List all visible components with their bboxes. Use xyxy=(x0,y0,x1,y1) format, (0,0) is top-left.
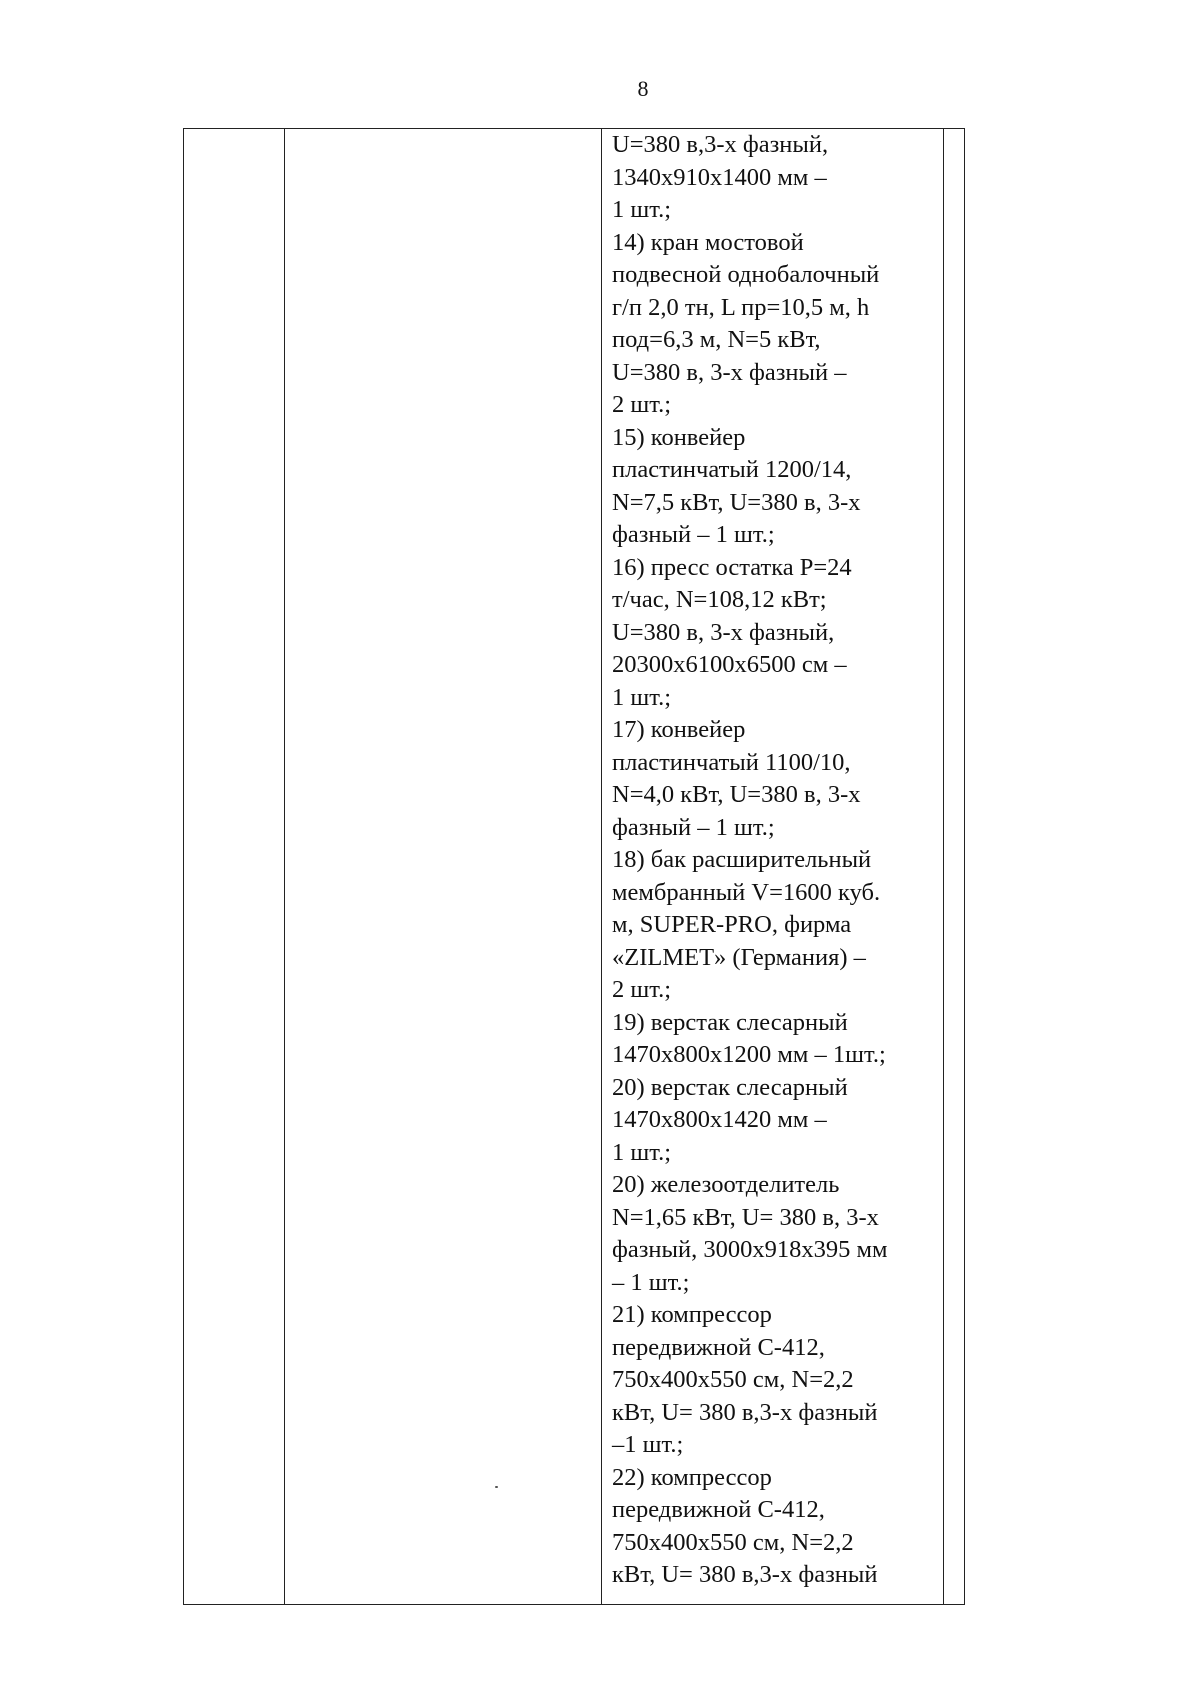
description-line: N=4,0 кВт, U=380 в, 3-х xyxy=(612,781,861,808)
description-line: 20300х6100х6500 см – xyxy=(612,651,847,678)
description-line: пластинчатый 1100/10, xyxy=(612,748,851,776)
column-divider-2 xyxy=(601,129,602,1604)
description-line: 19) верстак слесарный xyxy=(612,1008,848,1036)
description-line: 1470х800х1200 мм – 1шт.; xyxy=(612,1041,886,1068)
equipment-description-cell xyxy=(605,129,941,1592)
description-line: 17) конвейер xyxy=(612,716,746,743)
description-line: – 1 шт.; xyxy=(612,1268,690,1296)
description-line: N=1,65 кВт, U= 380 в, 3-х xyxy=(612,1203,879,1231)
description-line: мембранный V=1600 куб. xyxy=(612,878,881,906)
description-line: 1 шт.; xyxy=(612,683,672,711)
description-line: подвесной однобалочный xyxy=(612,261,880,288)
description-line: 21) компрессор xyxy=(612,1301,772,1328)
description-line: кВт, U= 380 в,3-х фазный xyxy=(612,1561,878,1588)
description-line: передвижной С-412, xyxy=(612,1496,825,1523)
description-line: кВт, U= 380 в,3-х фазный xyxy=(612,1398,878,1426)
equipment-table xyxy=(183,128,965,1605)
description-line: 18) бак расширительный xyxy=(612,846,872,873)
description-line: т/час, N=108,12 кВт; xyxy=(612,586,827,613)
description-line: U=380 в,3-х фазный, xyxy=(612,131,829,158)
description-line: фазный – 1 шт.; xyxy=(612,521,775,548)
description-line: фазный – 1 шт.; xyxy=(612,813,775,841)
column-divider-1 xyxy=(284,129,285,1604)
description-line: 22) компрессор xyxy=(612,1463,772,1491)
description-line: 1340х910х1400 мм – xyxy=(612,163,827,191)
description-line: 1 шт.; xyxy=(612,196,672,223)
description-line: U=380 в, 3-х фазный, xyxy=(612,618,835,646)
description-line: 15) конвейер xyxy=(612,423,746,451)
description-line: U=380 в, 3-х фазный – xyxy=(612,358,847,386)
description-line: под=6,3 м, N=5 кВт, xyxy=(612,326,821,353)
description-line: пластинчатый 1200/14, xyxy=(612,456,852,483)
description-line: –1 шт.; xyxy=(612,1431,684,1458)
description-line: г/п 2,0 тн, L пр=10,5 м, h xyxy=(612,293,870,321)
description-line: 16) пресс остатка Р=24 xyxy=(612,553,852,581)
page-number: 8 xyxy=(637,76,649,101)
description-line: фазный, 3000х918х395 мм xyxy=(612,1236,888,1263)
description-line: 2 шт.; xyxy=(612,976,672,1003)
column-divider-3 xyxy=(943,129,944,1604)
scan-speck xyxy=(495,1486,498,1488)
description-line: 1 шт.; xyxy=(612,1138,672,1166)
description-line: м, SUPER-PRO, фирма xyxy=(612,911,852,938)
description-line: 1470х800х1420 мм – xyxy=(612,1106,827,1133)
description-line: 750х400х550 см, N=2,2 xyxy=(612,1528,854,1556)
description-line: «ZILMET» (Германия) – xyxy=(612,943,866,971)
description-line: 14) кран мостовой xyxy=(612,228,804,256)
description-line: 2 шт.; xyxy=(612,391,672,418)
description-line: N=7,5 кВт, U=380 в, 3-х xyxy=(612,488,861,516)
description-line: 20) верстак слесарный xyxy=(612,1073,848,1101)
description-line: передвижной С-412, xyxy=(612,1333,825,1361)
description-line: 20) железоотделитель xyxy=(612,1171,840,1198)
description-line: 750х400х550 см, N=2,2 xyxy=(612,1366,854,1393)
